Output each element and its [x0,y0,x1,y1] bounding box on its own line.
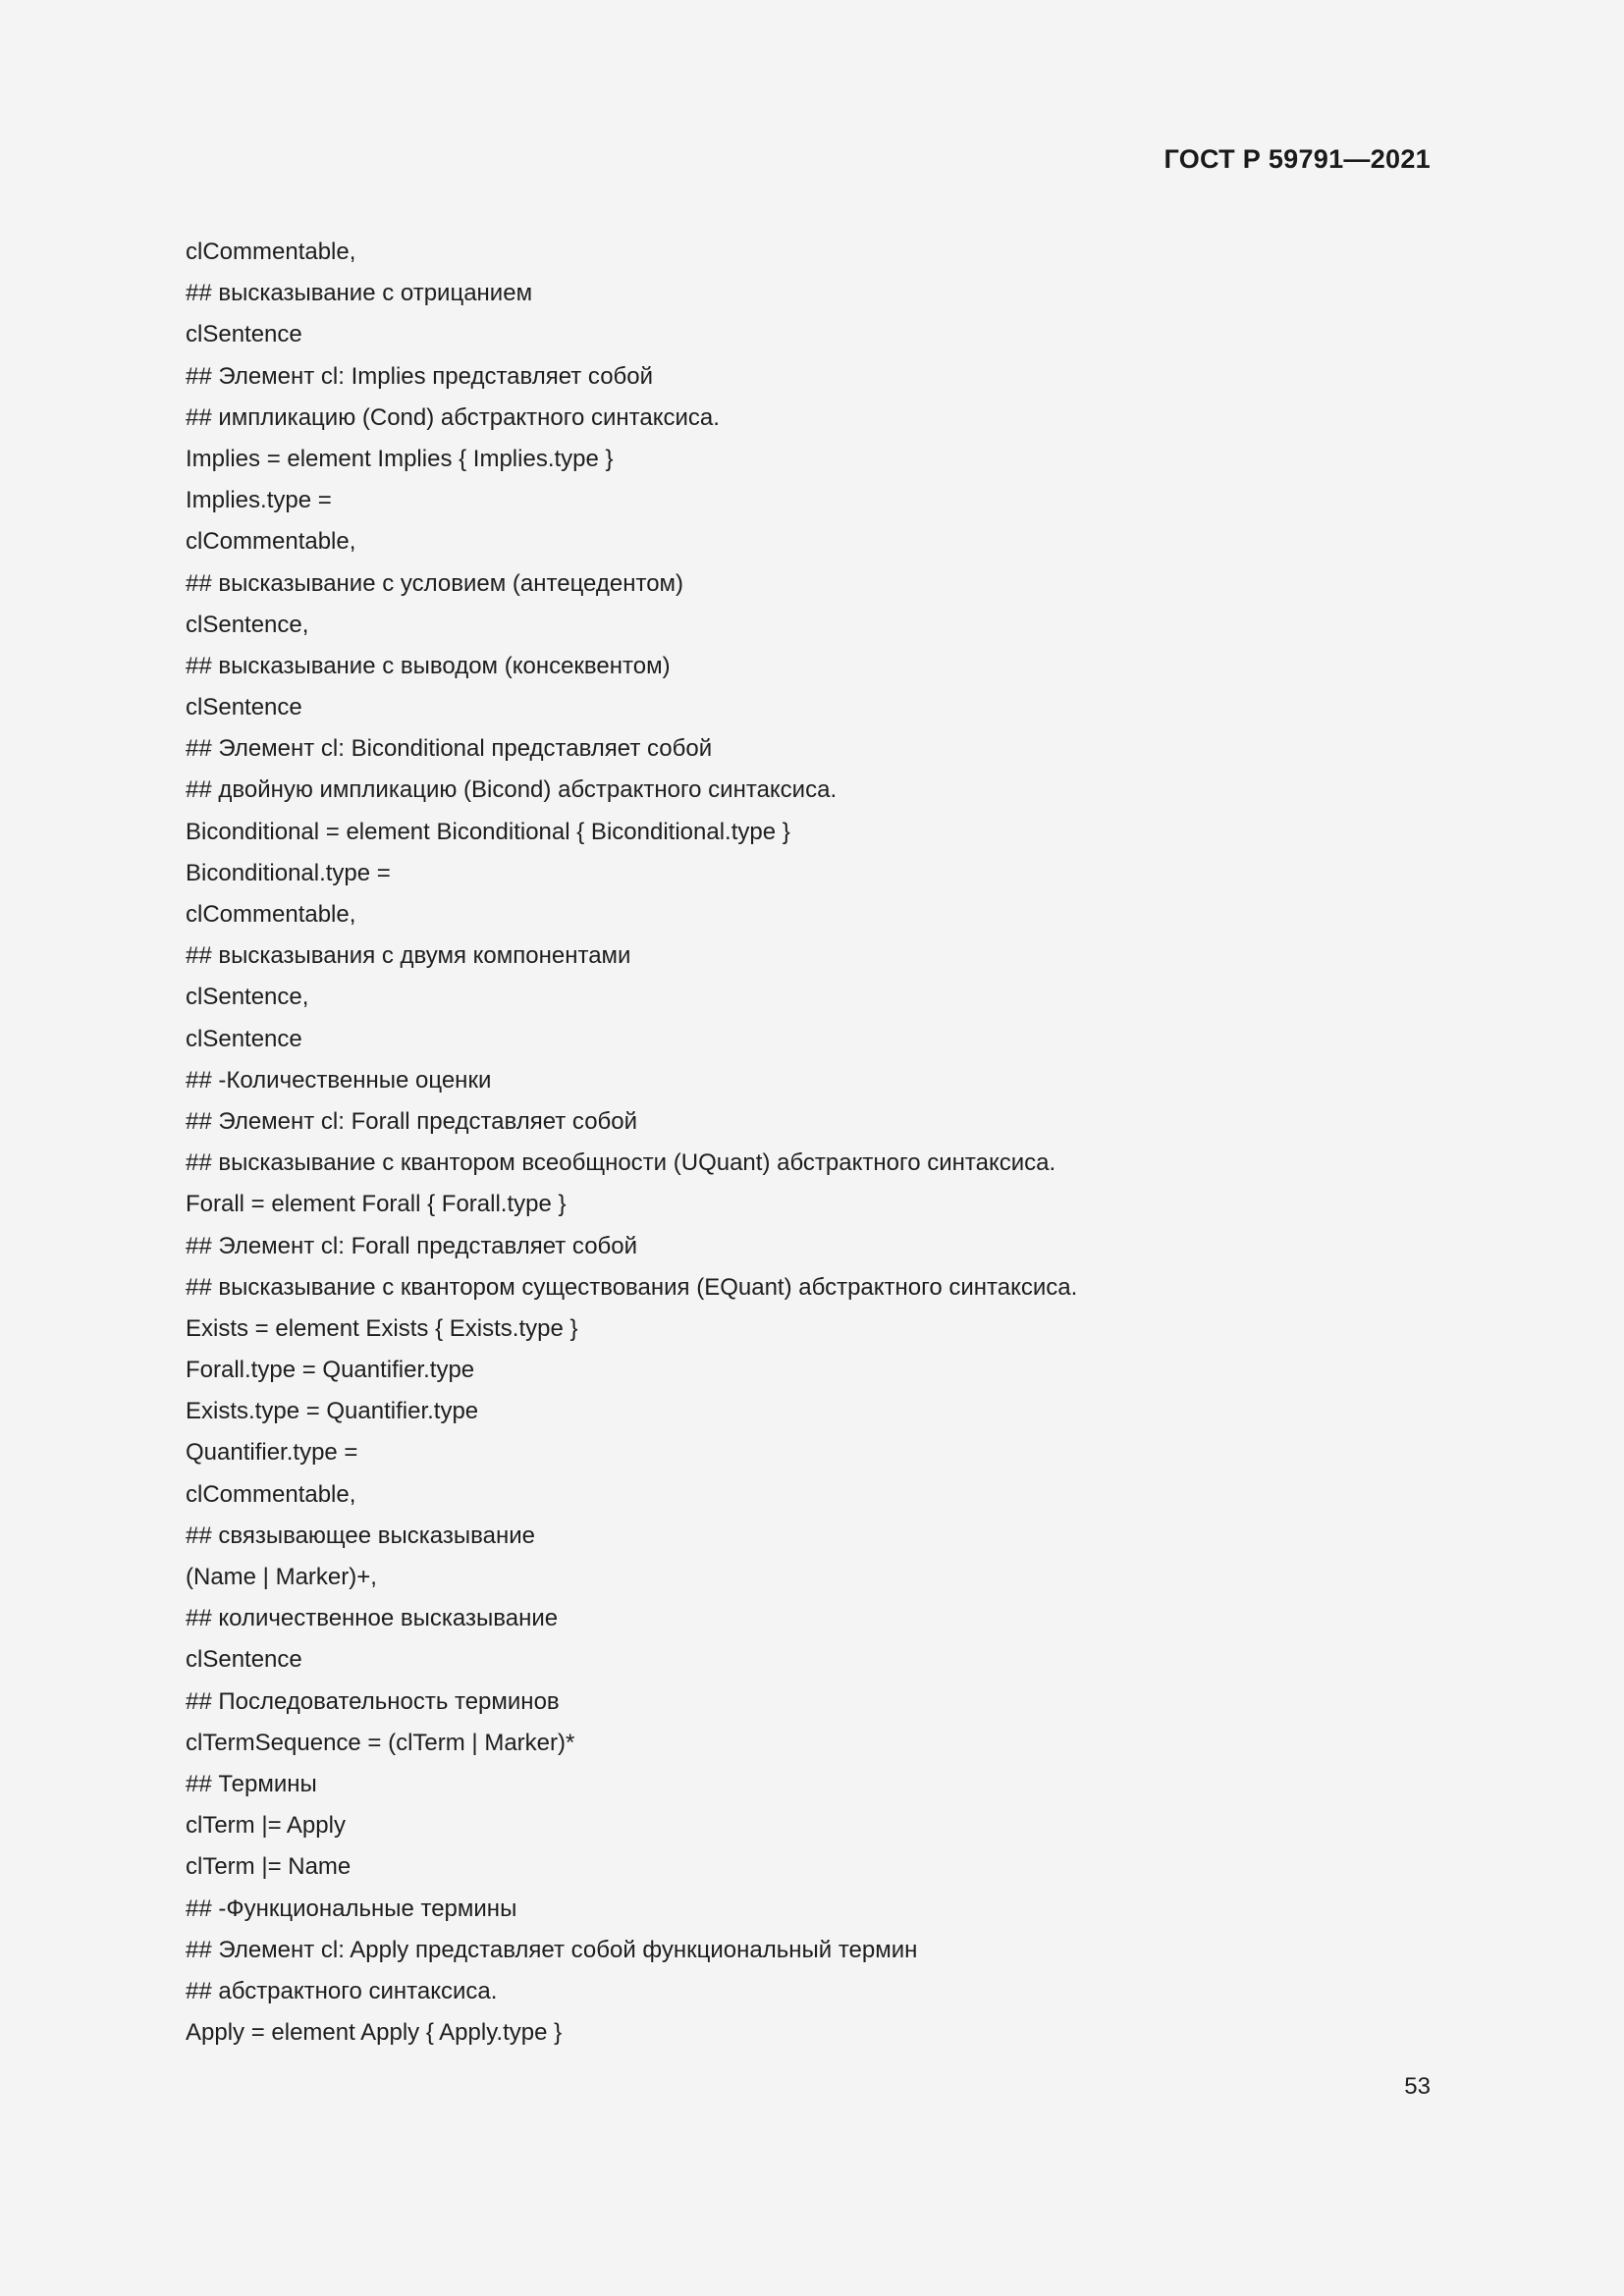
schema-text-block [186,238,1077,2059]
page-number: 53 [1404,2073,1431,2100]
text-line: Biconditional = element Biconditional { Biconditional.type } [186,818,790,845]
text-line: ## Элемент cl: Implies представляет собой [186,362,654,390]
text-line: ## двойную импликацию (Bicond) абстрактного синтаксиса. [186,776,838,804]
text-line: ## -Функциональные термины [186,1895,517,1922]
standard-code-header: ГОСТ Р 59791—2021 [1164,144,1431,174]
text-line: ## Термины [186,1770,317,1797]
text-line: Quantifier.type = [186,1439,358,1467]
text-line: clCommentable, [186,901,356,928]
text-line: clSentence [186,321,302,348]
text-line: clTermSequence = (clTerm | Marker)* [186,1729,575,1756]
text-line: clTerm |= Apply [186,1812,346,1840]
text-line: Biconditional.type = [186,859,391,886]
text-line: clSentence [186,1025,302,1052]
text-line: ## абстрактного синтаксиса. [186,1977,498,2004]
text-line: ## высказывания с двумя компонентами [186,942,631,970]
text-line: ## связывающее высказывание [186,1522,535,1549]
text-line: Implies = element Implies { Implies.type } [186,445,614,472]
text-line: clCommentable, [186,528,356,556]
text-line: (Name | Marker)+, [186,1564,377,1590]
text-line: clCommentable, [186,1480,356,1508]
text-line: ## -Количественные оценки [186,1066,492,1094]
text-line: Exists.type = Quantifier.type [186,1398,479,1425]
text-line: clTerm |= Name [186,1853,352,1881]
text-line: clSentence [186,694,302,721]
text-line: ## количественное высказывание [186,1605,559,1632]
text-line: ## высказывание с квантором всеобщности (UQuant) абстрактного синтаксиса. [186,1149,1056,1177]
text-line: Forall = element Forall { Forall.type } [186,1191,567,1218]
text-line: clSentence [186,1646,302,1674]
text-line: ## Элемент cl: Apply представляет собой функциональный термин [186,1936,918,1963]
text-line: Implies.type = [186,487,332,514]
text-line: ## Элемент cl: Forall представляет собой [186,1107,638,1135]
text-line: ## импликацию (Cond) абстрактного синтаксиса. [186,403,720,431]
text-line: ## Элемент cl: Forall представляет собой [186,1232,638,1259]
text-line: ## Последовательность терминов [186,1687,560,1715]
text-line: Apply = element Apply { Apply.type } [186,2019,563,2047]
text-line: ## высказывание с выводом (консеквентом) [186,652,671,679]
text-line: ## высказывание с квантором существования (EQuant) абстрактного синтаксиса. [186,1273,1078,1301]
text-line: ## высказывание с отрицанием [186,280,533,307]
text-line: clSentence, [186,984,309,1011]
text-line: ## высказывание с условием (антецедентом) [186,569,684,597]
text-line: clCommentable, [186,239,356,265]
text-line: Exists = element Exists { Exists.type } [186,1314,578,1342]
text-line: clSentence, [186,611,309,638]
text-line: Forall.type = Quantifier.type [186,1357,475,1384]
text-line: ## Элемент cl: Biconditional представляет собой [186,735,713,763]
